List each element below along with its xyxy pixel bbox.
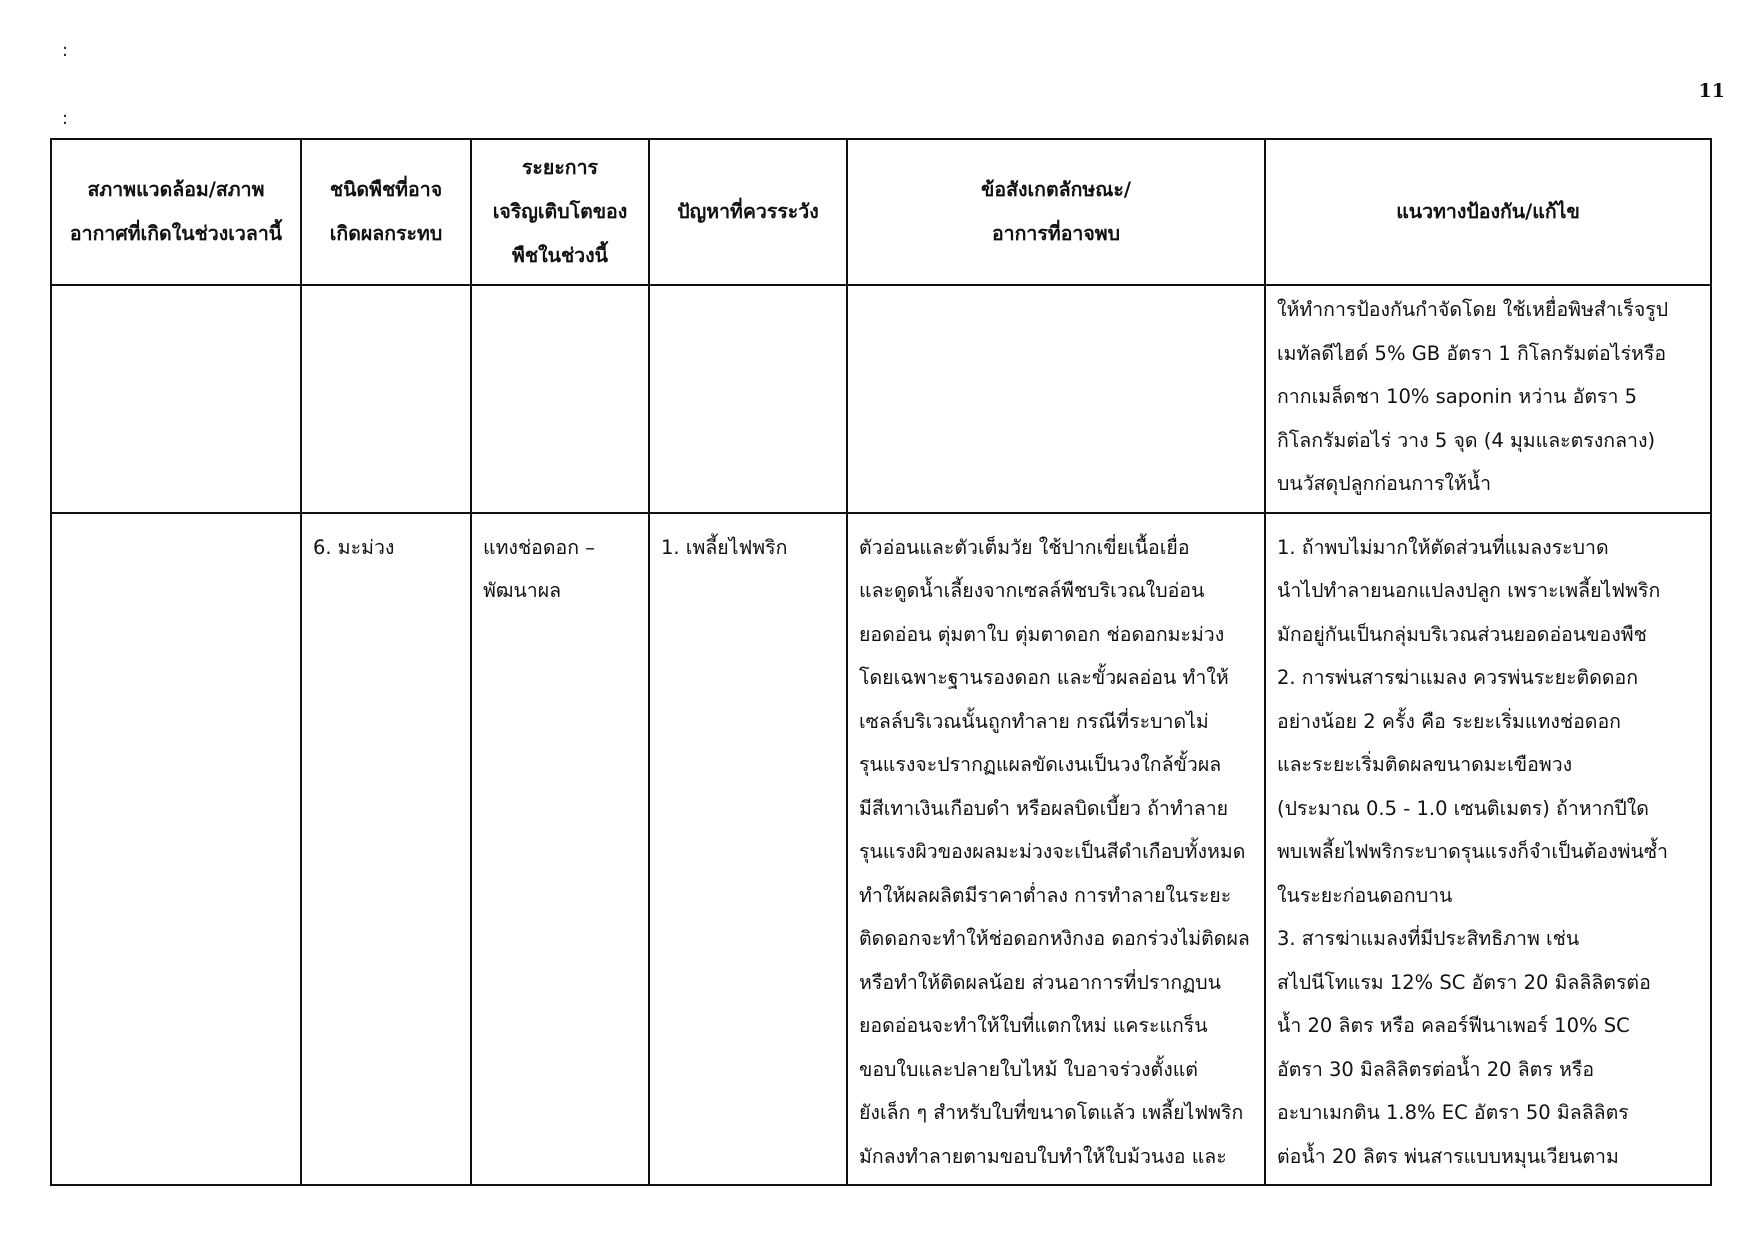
cell-problem: 1. เพลี้ยไฟพริก [649, 513, 847, 1186]
pest-guidance-table [50, 138, 1712, 1186]
header-problem: ปัญหาที่ควรระวัง [649, 139, 847, 285]
cell-stage: แทงช่อดอก – พัฒนาผล [471, 513, 649, 1186]
cell-stage [471, 285, 649, 513]
table-row [51, 285, 1711, 513]
cell-environment [51, 285, 301, 513]
header-environment: สภาพแวดล้อม/สภาพ อากาศที่เกิดในช่วงเวลานี้ [51, 139, 301, 285]
header-row [51, 139, 1711, 285]
header-prevention: แนวทางป้องกัน/แก้ไข [1265, 139, 1711, 285]
corner-mark-top: : [62, 40, 69, 61]
corner-mark-bottom: : [62, 108, 69, 129]
cell-crop: 6. มะม่วง [301, 513, 471, 1186]
table-row [51, 513, 1711, 1186]
cell-problem [649, 285, 847, 513]
header-symptoms: ข้อสังเกตลักษณะ/ อาการที่อาจพบ [847, 139, 1265, 285]
cell-crop [301, 285, 471, 513]
cell-environment [51, 513, 301, 1186]
cell-symptoms [847, 285, 1265, 513]
header-growth-stage: ระยะการ เจริญเติบโตของ พืชในช่วงนี้ [471, 139, 649, 285]
cell-symptoms: ตัวอ่อนและตัวเต็มวัย ใช้ปากเขี่ยเนื้อเยื่อ และดูดน้ำเลี้ยงจากเซลล์พืชบริเวณใบอ่อน ยอดอ่อน ตุ่มตาใบ ตุ่มตาดอก ช่อดอกมะม่วง โดยเฉพาะฐานรองดอก และขั้วผลอ่อน ทำให้ เซลล์บริเวณนั้นถูกทำลาย กรณีที่ระบาดไม่ รุนแรงจะปรากฏแผลขัดเงนเป็นวงใกล้ขั้วผล มีสีเทาเงินเกือบดำ หรือผลบิดเบี้ยว ถ้าทำลาย รุนแรงผิวของผลมะม่วงจะเป็นสีดำเกือบทั้งหมด ทำให้ผลผลิตมีราคาต่ำลง การทำลายในระยะ ติดดอกจะทำให้ช่อดอกหงิกงอ ดอกร่วงไม่ติดผล หรือทำให้ติดผลน้อย ส่วนอาการที่ปรากฏบน ยอดอ่อนจะทำให้ใบที่แตกใหม่ แคระแกร็น ขอบใบและปลายใบไหม้ ใบอาจร่วงตั้งแต่ ยังเล็ก ๆ สำหรับใบที่ขนาดโตแล้ว เพลี้ยไฟพริก มักลงทำลายตามขอบใบทำให้ใบม้วนงอ และ [847, 513, 1265, 1186]
page-number: 11 [1698, 80, 1725, 102]
cell-prevention: ให้ทำการป้องกันกำจัดโดย ใช้เหยื่อพิษสำเร็จรูป เมทัลดีไฮด์ 5% GB อัตรา 1 กิโลกรัมต่อไร่หรือ กากเมล็ดชา 10% saponin หว่าน อัตรา 5 กิโลกรัมต่อไร่ วาง 5 จุด (4 มุมและตรงกลาง) บนวัสดุปลูกก่อนการให้น้ำ [1265, 285, 1711, 513]
cell-prevention: 1. ถ้าพบไม่มากให้ตัดส่วนที่แมลงระบาด นำไปทำลายนอกแปลงปลูก เพราะเพลี้ยไฟพริก มักอยู่กันเป็นกลุ่มบริเวณส่วนยอดอ่อนของพืช 2. การพ่นสารฆ่าแมลง ควรพ่นระยะติดดอก อย่างน้อย 2 ครั้ง คือ ระยะเริ่มแทงช่อดอก และระยะเริ่มติดผลขนาดมะเขือพวง (ประมาณ 0.5 - 1.0 เซนติเมตร) ถ้าหากปีใด พบเพลี้ยไฟพริกระบาดรุนแรงก็จำเป็นต้องพ่นซ้ำ ในระยะก่อนดอกบาน 3. สารฆ่าแมลงที่มีประสิทธิภาพ เช่น สไปนีโทแรม 12% SC อัตรา 20 มิลลิลิตรต่อ น้ำ 20 ลิตร หรือ คลอร์ฟีนาเพอร์ 10% SC อัตรา 30 มิลลิลิตรต่อน้ำ 20 ลิตร หรือ อะบาเมกติน 1.8% EC อัตรา 50 มิลลิลิตร ต่อน้ำ 20 ลิตร พ่นสารแบบหมุนเวียนตาม [1265, 513, 1711, 1186]
header-crop: ชนิดพืชที่อาจ เกิดผลกระทบ [301, 139, 471, 285]
